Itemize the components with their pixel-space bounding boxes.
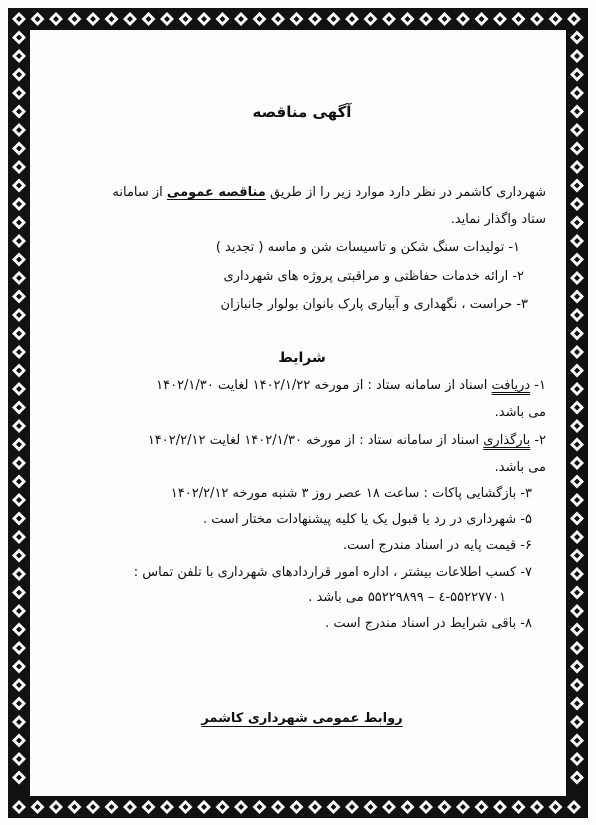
item-3: ۳- حراست ، نگهداری و آبیاری پارک بانوان بولوار جانبازان [220,297,528,312]
intro-text-a: شهرداری کاشمر در نظر دارد موارد زیر را از طریق [265,185,546,200]
condition-2-number: ۲- [530,433,546,448]
condition-7-continuation: ۵۵۲۲۷۷۰۱-٤ – ۵۵۲۲۹۸۹۹ می باشد . [308,590,506,605]
conditions-heading: شرایط [278,350,326,366]
condition-3: ۳- بازگشایی پاکات : ساعت ۱۸ عصر روز ۳ شنبه مورخه ۱۴۰۲/۲/۱۲ [170,486,532,501]
intro-line-1 [112,185,546,200]
condition-1-continuation: می باشد. [494,405,546,420]
condition-6: ۶- قیمت پایه در اسناد مندرج است. [342,538,532,553]
item-2: ۲- ارائه خدمات حفاظتی و مراقبتی پروژه های شهرداری [223,269,524,284]
intro-text-c: از سامانه [112,185,167,200]
condition-2-text: اسناد از سامانه ستاد : از مورخه ۱۴۰۲/۱/۳۰ لغایت ۱۴۰۲/۲/۱۲ [147,433,484,448]
condition-2-keyword: بارگذاری [483,433,531,448]
intro-line-2: ستاد واگذار نماید. [450,212,546,227]
condition-1-number: ۱- [530,378,546,393]
condition-1 [156,378,546,393]
condition-8: ۸- باقی شرایط در اسناد مندرج است . [325,616,532,631]
condition-1-text: اسناد از سامانه ستاد : از مورخه ۱۴۰۲/۱/۲۲ لغایت ۱۴۰۲/۱/۳۰ [156,378,492,393]
notice-title-text: آگهی مناقصه [252,103,352,121]
condition-2-continuation: می باشد. [494,460,546,475]
notice-content [58,0,546,825]
condition-1-keyword: دریافت [491,378,531,393]
notice-title [58,103,546,121]
intro-tender-type: مناقصه عمومی [166,185,266,200]
condition-7: ۷- کسب اطلاعات بیشتر ، اداره امور قراردادهای شهرداری با تلفن تماس : [133,565,532,580]
condition-5: ۵- شهرداری در رد یا قبول یک یا کلیه پیشنهادات مختار است . [203,512,532,527]
item-1: ۱- تولیدات سنگ شکن و تاسیسات شن و ماسه ( تجدید ) [215,240,520,255]
signature-public-relations: روابط عمومی شهرداری کاشمر [201,711,403,726]
condition-2 [148,433,546,448]
